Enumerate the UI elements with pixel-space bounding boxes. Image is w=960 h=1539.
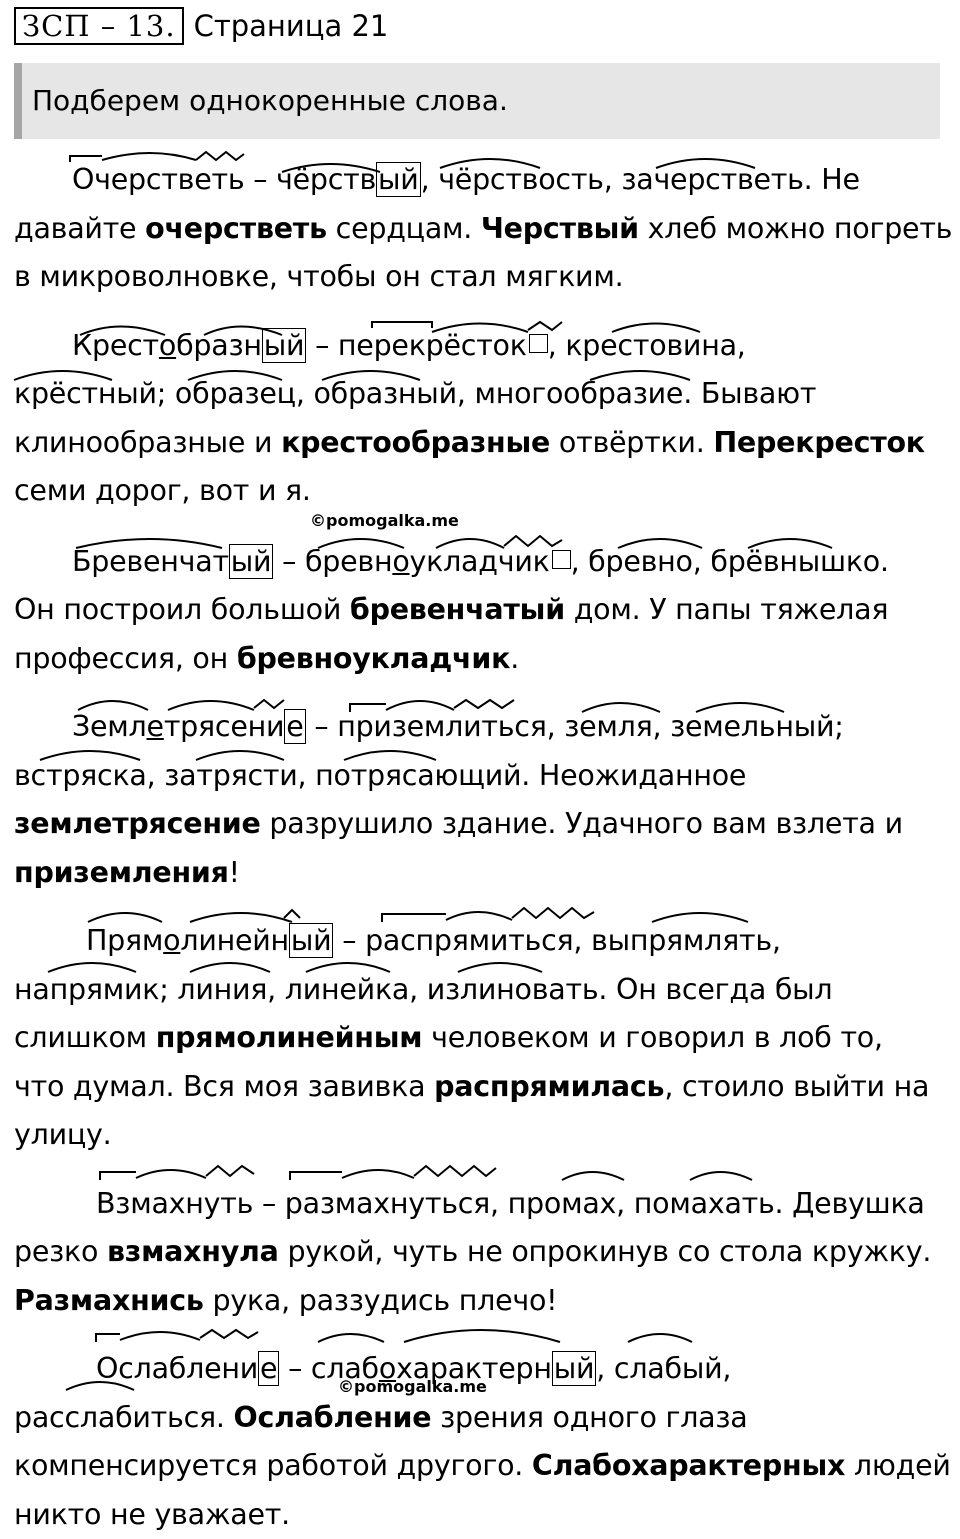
paragraph-2: [14, 322, 954, 516]
text-line: Он построил большой бревенчатый дом. У папы тяжелая: [14, 586, 954, 635]
ending-box: е: [284, 709, 305, 744]
ending-box: ый: [229, 544, 274, 579]
watermark: ©pomogalka.me: [338, 1377, 487, 1396]
text-line: крёстный; образец, образный, многообразие. Бывают: [14, 370, 954, 419]
text-line: слишком прямолинейным человеком и говорил в лоб то,: [14, 1014, 954, 1063]
answer-text: [14, 156, 954, 1539]
ending-box: ый: [552, 1351, 597, 1386]
task-banner: Подберем однокоренные слова.: [14, 63, 940, 139]
paragraph-1: [14, 156, 954, 302]
watermark: ©pomogalka.me: [310, 511, 459, 530]
text-line: Ослабление – слабохарактерный, слабый,: [14, 1345, 954, 1394]
exercise-code: ЗСП – 13.: [14, 7, 184, 45]
text-line: профессия, он бревноукладчик.: [14, 635, 954, 684]
text-line: напрямик; линия, линейка, излиновать. Он всегда был: [14, 966, 954, 1015]
ending-box: ый: [262, 328, 307, 363]
text-line: Прямолинейный – распрямиться, выпрямлять,: [14, 917, 954, 966]
ending-box: ый: [376, 162, 421, 197]
text-line: Землетрясение – приземлиться, земля, земельный;: [14, 703, 954, 752]
text-line: семи дорог, вот и я.: [14, 467, 954, 516]
text-line: в микроволновке, чтобы он стал мягким.: [14, 253, 954, 302]
connecting-vowel: о: [163, 924, 180, 957]
connecting-vowel: е: [147, 710, 164, 743]
text-line: что думал. Вся моя завивка распрямилась, стоило выйти на: [14, 1063, 954, 1112]
text-line: давайте очерстветь сердцам. Черствый хлеб можно погреть: [14, 205, 954, 254]
connecting-vowel: о: [392, 545, 409, 578]
paragraph-6: [14, 1180, 954, 1326]
text-line: улицу.: [14, 1111, 954, 1160]
paragraph-7: [14, 1345, 954, 1539]
null-ending-box: [529, 334, 548, 353]
page-number: Страница 21: [194, 9, 389, 43]
page-header: [14, 6, 388, 46]
text-line: никто не уважает.: [14, 1491, 954, 1539]
paragraph-3: [14, 538, 954, 684]
text-line: Бревенчатый – бревноукладчик , бревно, брёвнышко.: [14, 538, 954, 587]
ending-box: ый: [289, 923, 334, 958]
text-line: компенсируется работой другого. Слабохарактерных людей: [14, 1442, 954, 1491]
ending-box: е: [258, 1351, 279, 1386]
text-line: Размахнись рука, раззудись плечо!: [14, 1277, 954, 1326]
paragraph-4: [14, 703, 954, 897]
connecting-vowel: о: [379, 1352, 396, 1385]
connecting-vowel: о: [159, 329, 176, 362]
text-line: резко взмахнула рукой, чуть не опрокинув со стола кружку.: [14, 1228, 954, 1277]
text-line: землетрясение разрушило здание. Удачного вам взлета и: [14, 800, 954, 849]
paragraph-5: [14, 917, 954, 1160]
text-line: расслабиться. Ослабление зрения одного глаза: [14, 1394, 954, 1443]
text-line: встряска, затрясти, потрясающий. Неожиданное: [14, 752, 954, 801]
null-ending-box: [552, 550, 571, 569]
text-line: Очерстветь – чёрствый, чёрствость, зачерстветь. Не: [14, 156, 954, 205]
text-line: клинообразные и крестообразные отвёртки. Перекресток: [14, 419, 954, 468]
text-line: приземления!: [14, 849, 954, 898]
text-line: Крестобразный – перекрёсток , крестовина,: [14, 322, 954, 371]
text-line: Взмахнуть – размахнуться, промах, помахать. Девушка: [14, 1180, 954, 1229]
